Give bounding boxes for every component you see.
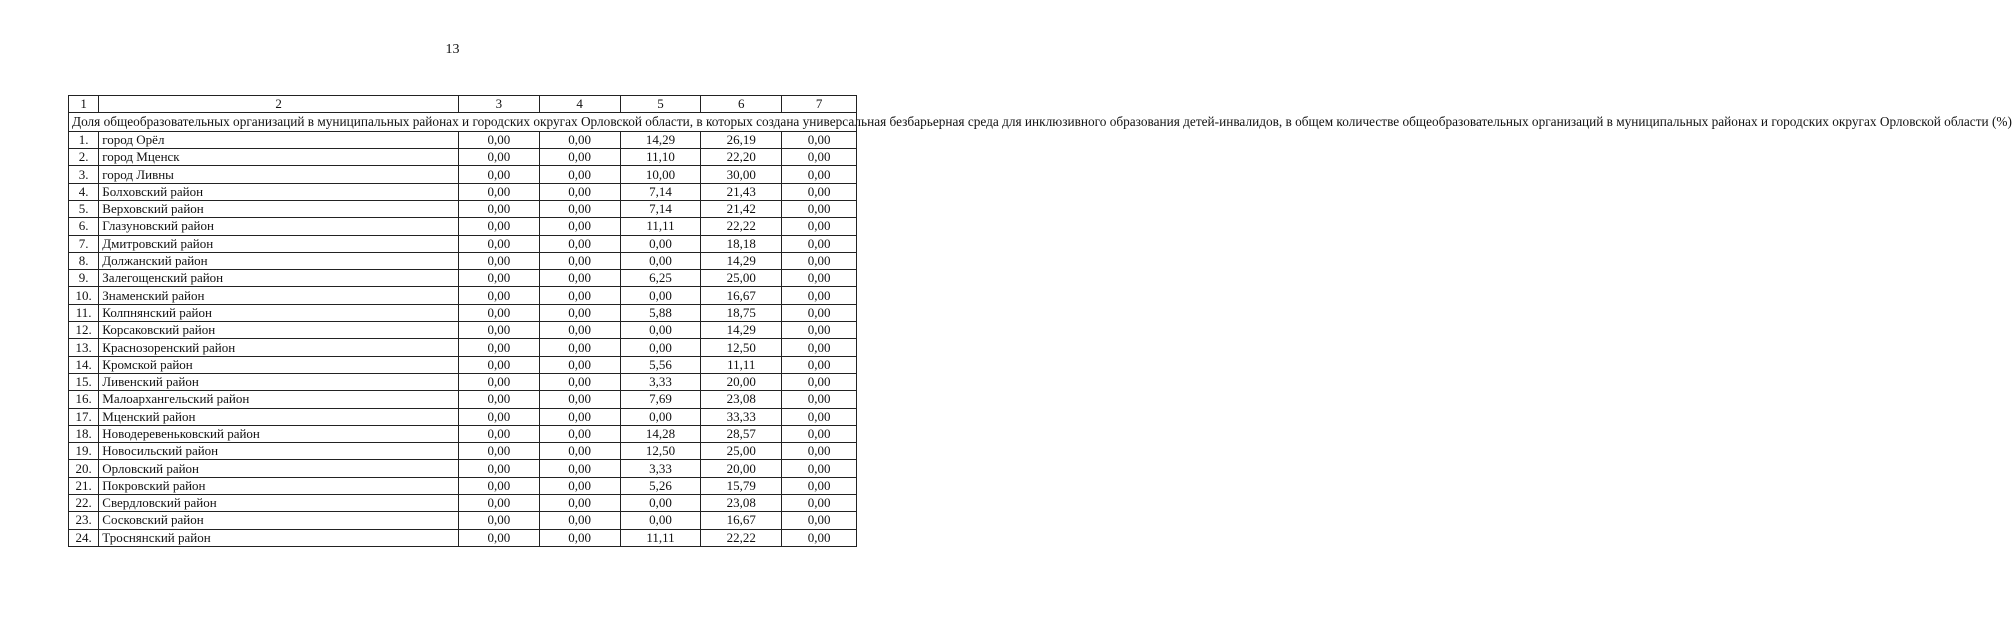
row-number: 20. <box>69 460 99 477</box>
table-row <box>69 391 857 408</box>
value-col-7: 0,00 <box>782 460 857 477</box>
table-row <box>69 373 857 390</box>
column-number: 7 <box>782 96 857 113</box>
value-col-6: 22,22 <box>701 529 782 546</box>
value-col-5: 3,33 <box>620 460 701 477</box>
data-table <box>68 95 2012 547</box>
value-col-7: 0,00 <box>782 287 857 304</box>
row-number: 6. <box>69 218 99 235</box>
value-col-6: 22,20 <box>701 149 782 166</box>
value-col-3: 0,00 <box>458 443 539 460</box>
table-row <box>69 235 857 252</box>
value-col-7: 0,00 <box>782 512 857 529</box>
municipality-name: Мценский район <box>99 408 459 425</box>
municipality-name: Корсаковский район <box>99 322 459 339</box>
value-col-4: 0,00 <box>539 149 620 166</box>
value-col-6: 23,08 <box>701 495 782 512</box>
value-col-3: 0,00 <box>458 270 539 287</box>
table-row <box>69 339 857 356</box>
value-col-5: 11,11 <box>620 529 701 546</box>
row-number: 8. <box>69 252 99 269</box>
table-row <box>69 270 857 287</box>
table-row <box>69 408 857 425</box>
value-col-6: 30,00 <box>701 166 782 183</box>
value-col-4: 0,00 <box>539 460 620 477</box>
column-number-row <box>69 96 857 113</box>
row-number: 3. <box>69 166 99 183</box>
table-row <box>69 443 857 460</box>
value-col-5: 6,25 <box>620 270 701 287</box>
table-row <box>69 460 857 477</box>
table-row <box>69 166 857 183</box>
value-col-7: 0,00 <box>782 183 857 200</box>
value-col-3: 0,00 <box>458 477 539 494</box>
municipality-name: Болховский район <box>99 183 459 200</box>
value-col-5: 0,00 <box>620 322 701 339</box>
table-row <box>69 477 857 494</box>
value-col-7: 0,00 <box>782 373 857 390</box>
row-number: 7. <box>69 235 99 252</box>
value-col-6: 11,11 <box>701 356 782 373</box>
value-col-7: 0,00 <box>782 529 857 546</box>
value-col-7: 0,00 <box>782 131 857 148</box>
value-col-3: 0,00 <box>458 339 539 356</box>
value-col-4: 0,00 <box>539 131 620 148</box>
row-number: 5. <box>69 200 99 217</box>
row-number: 24. <box>69 529 99 546</box>
value-col-4: 0,00 <box>539 512 620 529</box>
table-row <box>69 322 857 339</box>
value-col-7: 0,00 <box>782 356 857 373</box>
municipality-name: Глазуновский район <box>99 218 459 235</box>
value-col-3: 0,00 <box>458 218 539 235</box>
municipality-name: Колпнянский район <box>99 304 459 321</box>
municipality-name: Дмитровский район <box>99 235 459 252</box>
value-col-4: 0,00 <box>539 304 620 321</box>
value-col-6: 25,00 <box>701 270 782 287</box>
value-col-3: 0,00 <box>458 166 539 183</box>
table-row <box>69 529 857 546</box>
value-col-5: 14,29 <box>620 131 701 148</box>
value-col-6: 25,00 <box>701 443 782 460</box>
value-col-5: 0,00 <box>620 235 701 252</box>
value-col-5: 0,00 <box>620 287 701 304</box>
municipality-name: Знаменский район <box>99 287 459 304</box>
value-col-5: 7,69 <box>620 391 701 408</box>
value-col-6: 22,22 <box>701 218 782 235</box>
column-number: 6 <box>701 96 782 113</box>
municipality-name: Троснянский район <box>99 529 459 546</box>
row-number: 18. <box>69 425 99 442</box>
value-col-5: 3,33 <box>620 373 701 390</box>
value-col-4: 0,00 <box>539 373 620 390</box>
municipality-name: Сосковский район <box>99 512 459 529</box>
value-col-5: 0,00 <box>620 252 701 269</box>
municipality-name: город Орёл <box>99 131 459 148</box>
row-number: 17. <box>69 408 99 425</box>
municipality-name: Свердловский район <box>99 495 459 512</box>
value-col-6: 14,29 <box>701 252 782 269</box>
municipality-name: Покровский район <box>99 477 459 494</box>
value-col-5: 11,11 <box>620 218 701 235</box>
value-col-6: 26,19 <box>701 131 782 148</box>
row-number: 21. <box>69 477 99 494</box>
value-col-7: 0,00 <box>782 477 857 494</box>
value-col-3: 0,00 <box>458 149 539 166</box>
value-col-4: 0,00 <box>539 391 620 408</box>
value-col-7: 0,00 <box>782 200 857 217</box>
municipality-name: Новосильский район <box>99 443 459 460</box>
value-col-5: 14,28 <box>620 425 701 442</box>
value-col-3: 0,00 <box>458 373 539 390</box>
value-col-6: 20,00 <box>701 373 782 390</box>
row-number: 23. <box>69 512 99 529</box>
value-col-4: 0,00 <box>539 339 620 356</box>
value-col-6: 16,67 <box>701 512 782 529</box>
value-col-3: 0,00 <box>458 529 539 546</box>
value-col-7: 0,00 <box>782 235 857 252</box>
column-number: 1 <box>69 96 99 113</box>
value-col-4: 0,00 <box>539 235 620 252</box>
value-col-3: 0,00 <box>458 408 539 425</box>
value-col-3: 0,00 <box>458 200 539 217</box>
municipality-name: Орловский район <box>99 460 459 477</box>
municipality-name: город Ливны <box>99 166 459 183</box>
value-col-5: 7,14 <box>620 200 701 217</box>
table-row <box>69 200 857 217</box>
column-number: 5 <box>620 96 701 113</box>
value-col-6: 20,00 <box>701 460 782 477</box>
table-row <box>69 218 857 235</box>
municipality-name: Залегощенский район <box>99 270 459 287</box>
row-number: 4. <box>69 183 99 200</box>
column-number: 4 <box>539 96 620 113</box>
value-col-7: 0,00 <box>782 270 857 287</box>
value-col-6: 18,18 <box>701 235 782 252</box>
value-col-5: 12,50 <box>620 443 701 460</box>
row-number: 13. <box>69 339 99 356</box>
value-col-7: 0,00 <box>782 252 857 269</box>
value-col-6: 18,75 <box>701 304 782 321</box>
value-col-3: 0,00 <box>458 252 539 269</box>
value-col-7: 0,00 <box>782 339 857 356</box>
value-col-4: 0,00 <box>539 322 620 339</box>
value-col-4: 0,00 <box>539 443 620 460</box>
column-number: 3 <box>458 96 539 113</box>
table-row <box>69 131 857 148</box>
row-number: 14. <box>69 356 99 373</box>
value-col-5: 5,56 <box>620 356 701 373</box>
value-col-4: 0,00 <box>539 408 620 425</box>
table-body <box>69 96 2012 547</box>
value-col-3: 0,00 <box>458 460 539 477</box>
row-number: 11. <box>69 304 99 321</box>
value-col-3: 0,00 <box>458 183 539 200</box>
section-title-row <box>69 113 857 132</box>
row-number: 12. <box>69 322 99 339</box>
value-col-5: 0,00 <box>620 512 701 529</box>
municipality-name: Верховский район <box>99 200 459 217</box>
value-col-3: 0,00 <box>458 304 539 321</box>
value-col-7: 0,00 <box>782 166 857 183</box>
value-col-3: 0,00 <box>458 322 539 339</box>
table-row <box>69 304 857 321</box>
table-row <box>69 252 857 269</box>
row-number: 10. <box>69 287 99 304</box>
value-col-7: 0,00 <box>782 322 857 339</box>
value-col-7: 0,00 <box>782 425 857 442</box>
municipality-name: Ливенский район <box>99 373 459 390</box>
value-col-5: 10,00 <box>620 166 701 183</box>
value-col-4: 0,00 <box>539 425 620 442</box>
municipality-name: Новодеревеньковский район <box>99 425 459 442</box>
row-number: 1. <box>69 131 99 148</box>
value-col-3: 0,00 <box>458 425 539 442</box>
page-number: 13 <box>445 42 460 57</box>
value-col-5: 11,10 <box>620 149 701 166</box>
value-col-5: 5,26 <box>620 477 701 494</box>
row-number: 16. <box>69 391 99 408</box>
value-col-5: 0,00 <box>620 495 701 512</box>
value-col-4: 0,00 <box>539 477 620 494</box>
value-col-5: 0,00 <box>620 339 701 356</box>
value-col-7: 0,00 <box>782 149 857 166</box>
row-number: 22. <box>69 495 99 512</box>
table-row <box>69 287 857 304</box>
value-col-4: 0,00 <box>539 183 620 200</box>
municipality-name: Кромской район <box>99 356 459 373</box>
value-col-3: 0,00 <box>458 495 539 512</box>
value-col-7: 0,00 <box>782 408 857 425</box>
municipality-name: город Мценск <box>99 149 459 166</box>
value-col-6: 12,50 <box>701 339 782 356</box>
row-number: 19. <box>69 443 99 460</box>
value-col-7: 0,00 <box>782 218 857 235</box>
value-col-5: 0,00 <box>620 408 701 425</box>
table-row <box>69 183 857 200</box>
value-col-6: 21,42 <box>701 200 782 217</box>
value-col-4: 0,00 <box>539 356 620 373</box>
value-col-6: 16,67 <box>701 287 782 304</box>
section-title: Доля общеобразовательных организаций в муниципальных районах и городских округах Орловской области, в которых создана универсальная безбарьерная среда для инклюзивного образования детей-инвалидов, в общем количестве общеобразовательных организаций в муниципальных районах и городских округах Орловской области (%) <box>69 113 857 132</box>
value-col-3: 0,00 <box>458 512 539 529</box>
value-col-4: 0,00 <box>539 495 620 512</box>
value-col-6: 33,33 <box>701 408 782 425</box>
municipality-name: Краснозоренский район <box>99 339 459 356</box>
municipality-name: Должанский район <box>99 252 459 269</box>
value-col-4: 0,00 <box>539 166 620 183</box>
value-col-6: 28,57 <box>701 425 782 442</box>
value-col-3: 0,00 <box>458 235 539 252</box>
value-col-6: 14,29 <box>701 322 782 339</box>
table-row <box>69 356 857 373</box>
value-col-5: 7,14 <box>620 183 701 200</box>
value-col-3: 0,00 <box>458 356 539 373</box>
value-col-7: 0,00 <box>782 391 857 408</box>
value-col-6: 21,43 <box>701 183 782 200</box>
table-row <box>69 495 857 512</box>
value-col-4: 0,00 <box>539 270 620 287</box>
table-row <box>69 425 857 442</box>
value-col-3: 0,00 <box>458 131 539 148</box>
value-col-5: 5,88 <box>620 304 701 321</box>
table-row <box>69 149 857 166</box>
value-col-4: 0,00 <box>539 287 620 304</box>
column-number: 2 <box>99 96 459 113</box>
value-col-6: 15,79 <box>701 477 782 494</box>
value-col-4: 0,00 <box>539 529 620 546</box>
value-col-7: 0,00 <box>782 304 857 321</box>
table-row <box>69 512 857 529</box>
row-number: 2. <box>69 149 99 166</box>
row-number: 9. <box>69 270 99 287</box>
value-col-7: 0,00 <box>782 495 857 512</box>
row-number: 15. <box>69 373 99 390</box>
value-col-6: 23,08 <box>701 391 782 408</box>
municipality-name: Малоархангельский район <box>99 391 459 408</box>
value-col-3: 0,00 <box>458 287 539 304</box>
value-col-3: 0,00 <box>458 391 539 408</box>
value-col-4: 0,00 <box>539 252 620 269</box>
value-col-4: 0,00 <box>539 200 620 217</box>
value-col-4: 0,00 <box>539 218 620 235</box>
value-col-7: 0,00 <box>782 443 857 460</box>
